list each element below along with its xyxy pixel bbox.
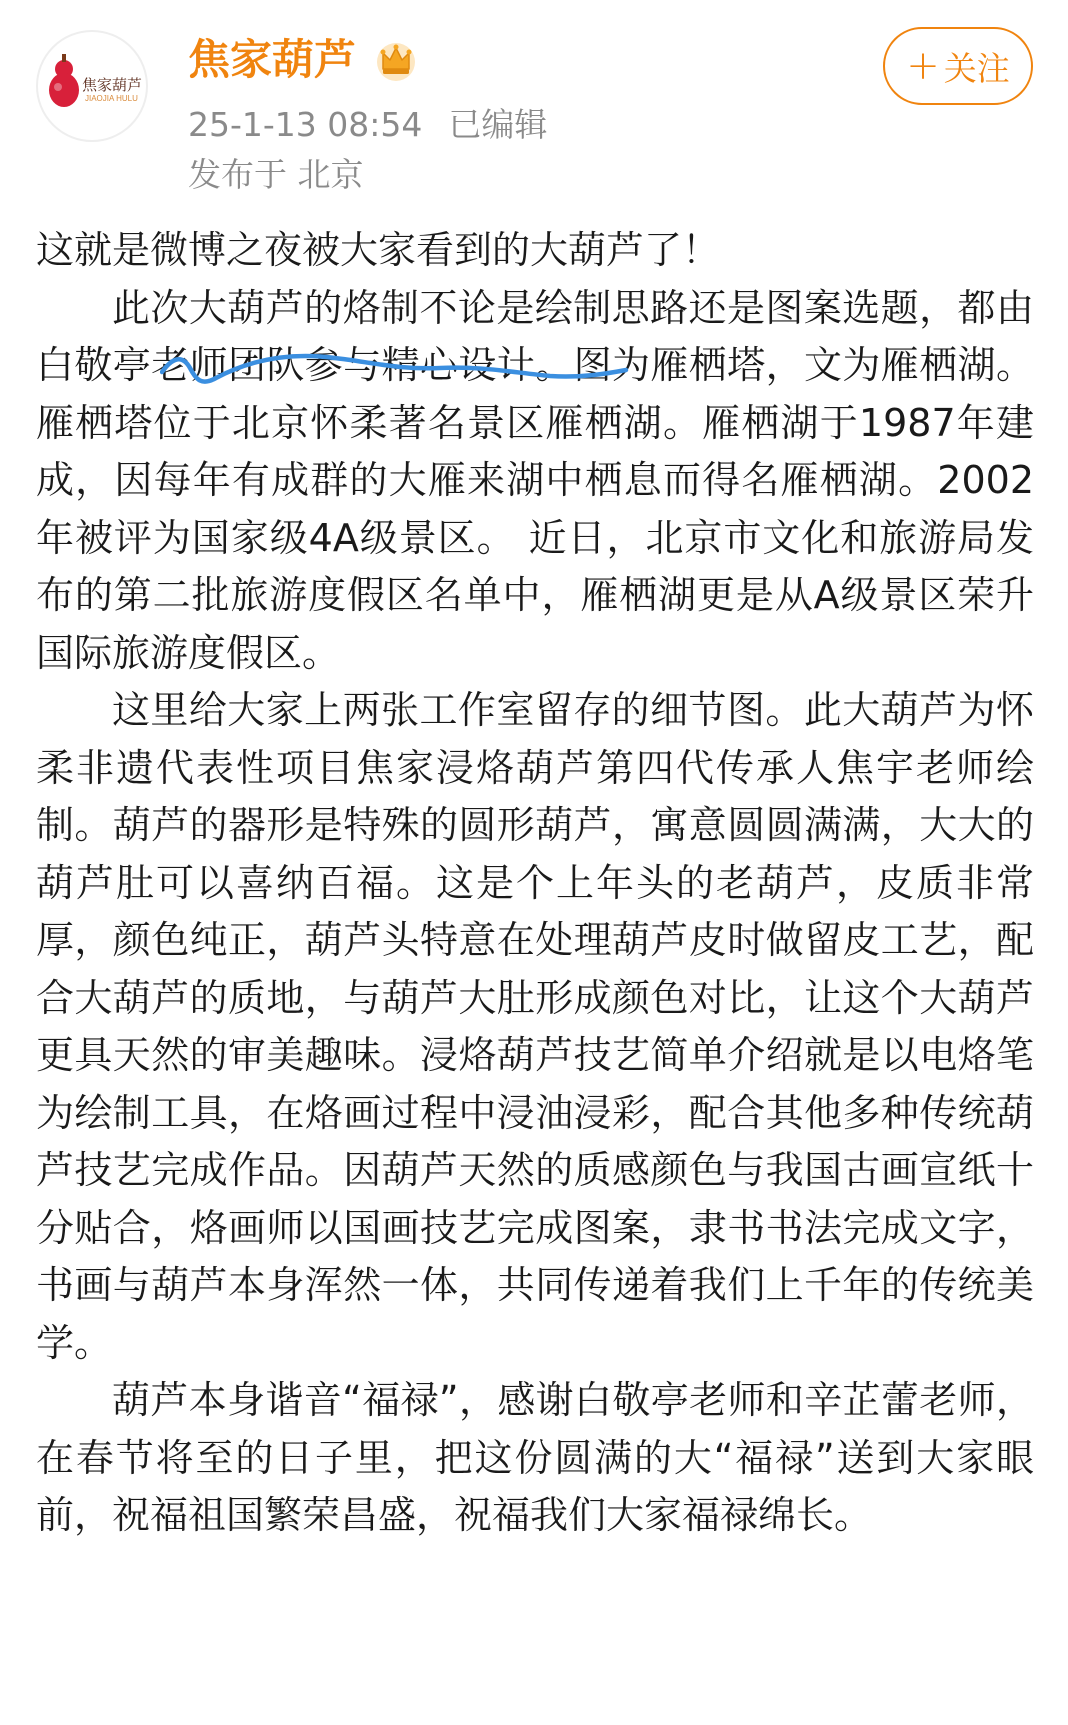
post-paragraph: 这里给大家上两张工作室留存的细节图。此大葫芦为怀柔非遗代表性项目焦家浸烙葫芦第四代传承人焦宇老师绘制。葫芦的器形是特殊的圆形葫芦，寓意圆圆满满，大大的葫芦肚可以喜纳百福。这是个上年头的老葫芦，皮质非常厚，颜色纯正，葫芦头特意在处理葫芦皮时做留皮工艺，配合大葫芦的质地，与葫芦大肚形成颜色对比，让这个大葫芦更具天然的审美趣味。浸烙葫芦技艺简单介绍就是以电烙笔为绘制工具，在烙画过程中浸油浸彩，配合其他多种传统葫芦技艺完成作品。因葫芦天然的质感颜色与我国古画宣纸十分贴合，烙画师以国画技艺完成图案，隶书书法完成文字，书画与葫芦本身浑然一体，共同传递着我们上千年的传统美学。 [36, 688, 1034, 1365]
edited-label[interactable]: 已编辑 [448, 105, 548, 144]
username[interactable]: 焦家葫芦 [188, 35, 357, 84]
avatar[interactable] [36, 30, 148, 142]
follow-label: 关注 [943, 48, 1010, 88]
avatar-brand-subtext: JIAOJIA HULU [85, 94, 138, 103]
timestamp: 25-1-13 08:54 [188, 105, 423, 144]
post-body [36, 222, 1034, 1545]
post-location: 发布于 北京 [188, 155, 364, 194]
post-meta [188, 103, 547, 147]
post-paragraph: 这就是微博之夜被大家看到的大葫芦了！ [36, 228, 721, 272]
plus-icon: + [906, 43, 940, 89]
crown-icon [374, 38, 418, 82]
post-paragraph: 葫芦本身谐音“福禄”，感谢白敬亭老师和辛芷蕾老师，在春节将至的日子里，把这份圆满的大“福禄”送到大家眼前，祝福祖国繁荣昌盛，祝福我们大家福禄绵长。 [36, 1378, 1034, 1537]
post-paragraph: 此次大葫芦的烙制不论是绘制思路还是图案选题，都由白敬亭老师团队参与精心设计。图为雁栖塔，文为雁栖湖。雁栖塔位于北京怀柔著名景区雁栖湖。雁栖湖于1987年建成，因每年有成群的大雁来湖中栖息而得名雁栖湖。2002年被评为国家级4A级景区。 近日，北京市文化和旅游局发布的第二批旅游度假区名单中，雁栖湖更是从A级景区荣升国际旅游度假区。 [36, 285, 1034, 675]
avatar-brand-text: 焦家葫芦 [82, 76, 143, 94]
post-header [0, 0, 1068, 200]
follow-button[interactable] [883, 27, 1033, 105]
